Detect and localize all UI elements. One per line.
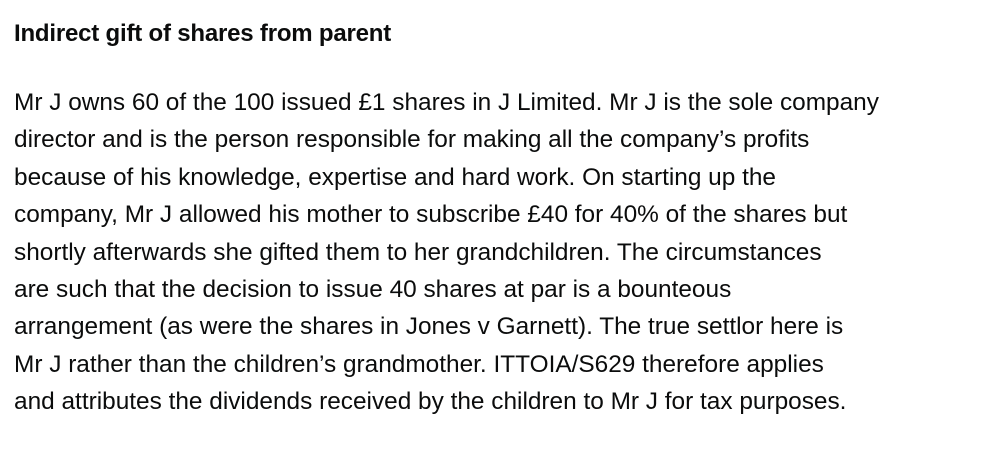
paragraph-line: director and is the person responsible for making all the company’s profits	[14, 126, 810, 154]
paragraph-line: Mr J owns 60 of the 100 issued £1 shares in J Limited. Mr J is the sole company	[14, 89, 879, 116]
paragraph-line: shortly afterwards she gifted them to her grandchildren. The circumstances	[14, 238, 822, 266]
paragraph-line: because of his knowledge, expertise and hard work. On starting up the	[14, 163, 776, 191]
paragraph-line: arrangement (as were the shares in Jones v Garnett). The true settlor here is	[14, 313, 844, 341]
paragraph-line: company, Mr J allowed his mother to subscribe £40 for 40% of the shares but	[14, 201, 848, 229]
paragraph-line: are such that the decision to issue 40 shares at par is a bounteous	[14, 276, 732, 304]
paragraph-line: and attributes the dividends received by the children to Mr J for tax purposes.	[14, 388, 847, 416]
example-section	[14, 14, 994, 421]
example-paragraph	[14, 84, 994, 421]
paragraph-line: Mr J rather than the children’s grandmother. ITTOIA/S629 therefore applies	[14, 350, 824, 378]
section-heading: Indirect gift of shares from parent	[14, 20, 392, 47]
